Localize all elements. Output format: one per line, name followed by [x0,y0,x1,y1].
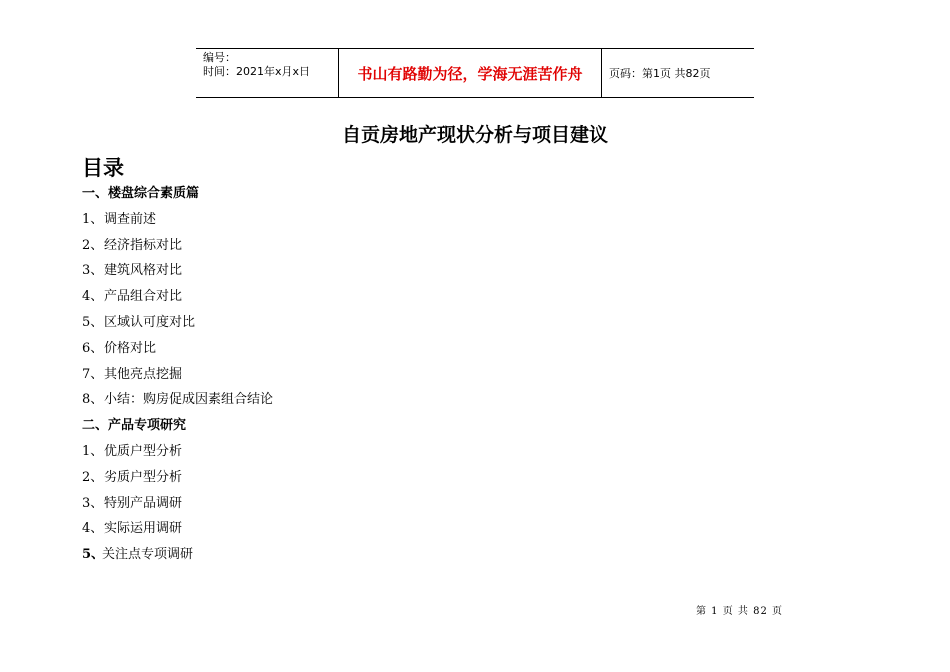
toc-item-number: 8、 [82,392,104,408]
header-meta [196,49,338,97]
toc-item-number: 4、 [82,289,104,305]
toc-item-text: 特别产品调研 [104,495,183,511]
toc-item-text: 区域认可度对比 [104,314,196,330]
toc-item-number: 7、 [82,366,104,382]
toc-item-text: 关注点专项调研 [102,547,194,563]
toc-item-text: 调查前述 [104,211,157,227]
toc-item [82,336,273,362]
document-header [196,48,754,98]
toc-item [82,258,273,284]
toc-item-number: 3、 [82,495,104,511]
toc-item-text: 劣质户型分析 [104,469,183,485]
number-label: 编号： [203,51,236,64]
toc-item-text: 建筑风格对比 [104,263,183,279]
toc-item [82,491,273,517]
toc-section-title: 一、楼盘综合素质篇 [82,186,200,201]
toc-item-text: 价格对比 [104,340,157,356]
time-label: 时间：2021年x月x日 [203,65,311,78]
toc-item-number: 5、 [82,314,104,330]
toc-item [82,284,273,310]
toc-item-number: 6、 [82,340,104,356]
toc-item-text: 其他亮点挖掘 [104,366,183,382]
toc-item-number: 3、 [82,263,104,279]
toc-item [82,439,273,465]
toc-item [82,465,273,491]
toc-item-text: 小结：购房促成因素组合结论 [104,392,274,408]
header-page-info: 页码：第1页 共82页 [609,67,711,80]
toc-item [82,310,273,336]
toc-item-number: 1、 [82,211,104,227]
toc-item [82,387,273,413]
toc-item [82,362,273,388]
toc-item-number: 2、 [82,237,104,253]
toc-item-number: 1、 [82,443,104,459]
toc-item-number: 2、 [82,469,104,485]
toc-item [82,542,273,568]
header-motto: 书山有路勤为径，学海无涯苦作舟 [338,49,602,97]
toc-item [82,207,273,233]
document-title: 自贡房地产现状分析与项目建议 [341,124,608,146]
toc-item-text: 经济指标对比 [104,237,183,253]
toc-item-text: 实际运用调研 [104,521,183,537]
table-of-contents [82,181,273,568]
toc-item-text: 优质户型分析 [104,443,183,459]
toc-item-text: 产品组合对比 [104,289,183,305]
toc-item-number: 5、 [82,547,105,563]
page-footer: 第 1 页 共 82 页 [696,606,783,617]
toc-item [82,516,273,542]
toc-item [82,233,273,259]
toc-section-title: 二、产品专项研究 [82,418,187,434]
toc-item-number: 4、 [82,521,104,537]
toc-heading: 目录 [82,156,124,180]
